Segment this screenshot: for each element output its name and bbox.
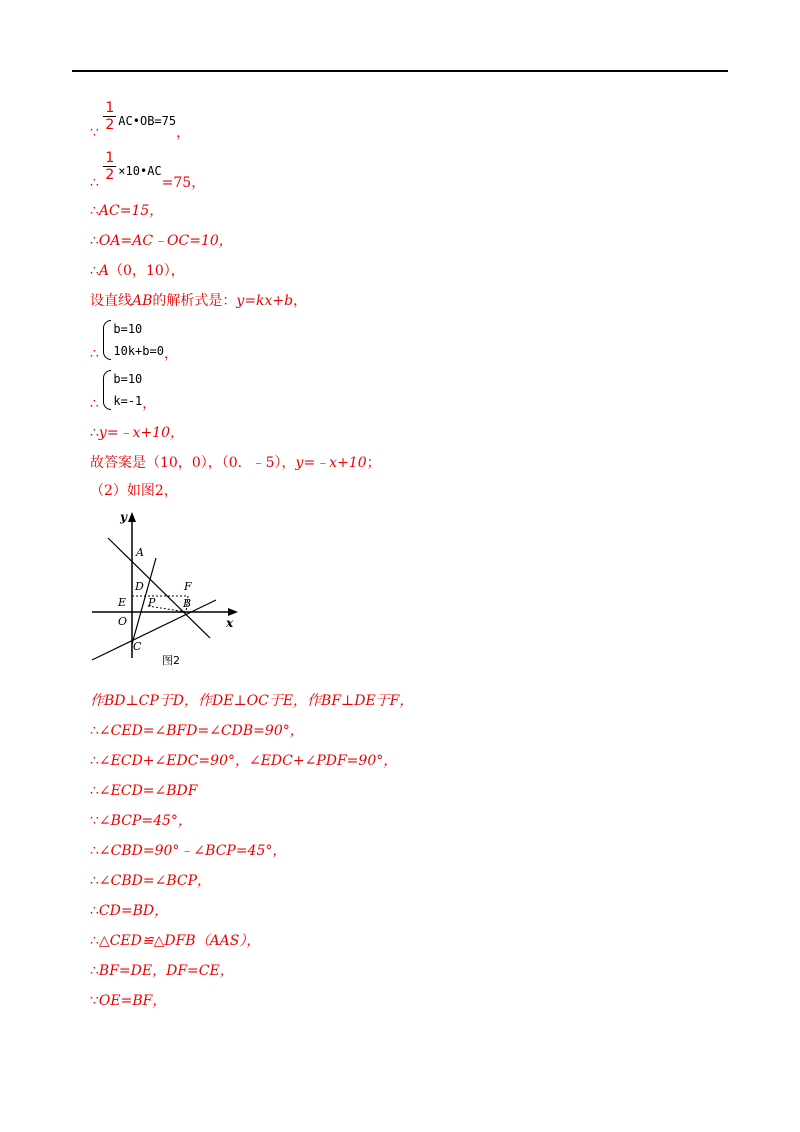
- figure-caption: 图2: [162, 654, 180, 667]
- line-6: 设直线AB的解析式是：y=kx+b，: [90, 293, 308, 309]
- line-9: ∴y=﹣x+10，: [90, 425, 185, 441]
- x-axis-arrow-icon: [228, 608, 238, 616]
- label-d: D: [135, 580, 144, 593]
- fraction-half: $\frac{1}{2}$: [105, 150, 115, 183]
- equation-system: b=10 k=-1: [103, 368, 142, 412]
- y-axis-arrow-icon: [128, 512, 136, 522]
- fraction-half: $\frac{1}{2}$: [105, 100, 115, 133]
- line-cp: [92, 600, 216, 660]
- line-5: ∴A（0，10），: [90, 263, 185, 279]
- label-f: F: [184, 580, 192, 593]
- line-18: ∴∠CBD=∠BCP，: [90, 873, 212, 889]
- formula-expression: AC•OB=75: [118, 114, 177, 128]
- line-19: ∴CD=BD，: [90, 903, 169, 919]
- line-22: ∵OE=BF，: [90, 993, 167, 1009]
- line-12: 作BD⊥CP于D，作DE⊥OC于E，作BF⊥DE于F，: [90, 693, 414, 709]
- formula-expression: ×10•AC: [118, 164, 162, 178]
- line-7: ∴ b=10 10k+b=0 ，: [90, 318, 178, 363]
- line-16: ∵∠BCP=45°，: [90, 813, 192, 829]
- label-b: B: [183, 597, 192, 610]
- line-4: ∴OA=AC﹣OC=10，: [90, 233, 233, 249]
- label-e: E: [118, 596, 127, 609]
- label-x: x: [226, 616, 234, 630]
- line-17: ∴∠CBD=90°﹣∠BCP=45°，: [90, 843, 287, 859]
- line-2: ∴ $\frac{1}{2}$ ×10•AC=75，: [90, 150, 206, 191]
- line-10: 故答案是（10，0），（0．﹣5），y=﹣x+10；: [90, 455, 381, 471]
- line-21: ∴BF=DE，DF=CE，: [90, 963, 234, 979]
- line-11: （2）如图2，: [90, 483, 178, 499]
- line-13: ∴∠CED=∠BFD=∠CDB=90°，: [90, 723, 304, 739]
- label-y: y: [120, 510, 127, 524]
- line-15: ∴∠ECD=∠BDF: [90, 783, 198, 799]
- line-1: ∵ $\frac{1}{2}$ AC•OB=75，: [90, 100, 191, 141]
- equation-system: b=10 10k+b=0: [103, 318, 164, 362]
- line-3: ∴AC=15，: [90, 203, 164, 219]
- label-a: A: [136, 546, 144, 559]
- label-o: O: [118, 615, 128, 628]
- line-14: ∴∠ECD+∠EDC=90°，∠EDC+∠PDF=90°，: [90, 753, 398, 769]
- therefore-symbol: ∴: [90, 175, 99, 191]
- line-20: ∴△CED≌△DFB（AAS），: [90, 933, 261, 949]
- header-rule: [72, 70, 728, 72]
- label-c: C: [133, 640, 142, 653]
- line-8: ∴ b=10 k=-1 ，: [90, 368, 156, 413]
- geometry-figure: [88, 508, 243, 673]
- because-symbol: ∵: [90, 125, 99, 141]
- label-p: P: [148, 596, 156, 609]
